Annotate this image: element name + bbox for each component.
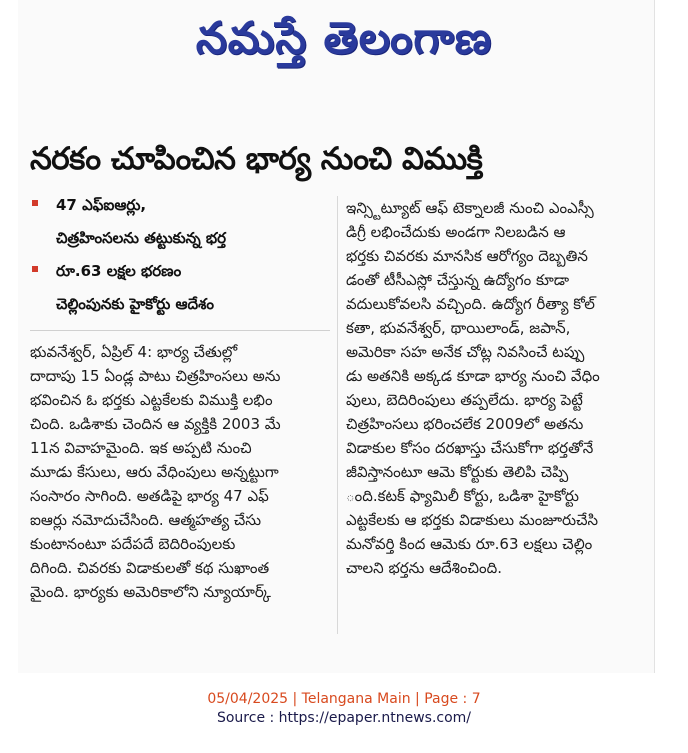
text-line: డు అతనికి అక్కడ కూడా భార్య నుంచి వేధిం [346, 367, 600, 385]
text-line: డిగ్రీ లభించేదుకు అండగా నిలబడిన ఆ [346, 223, 566, 241]
text-line: చాలని భర్తను ఆదేశించింది. [346, 559, 502, 577]
epaper-footer [0, 690, 688, 728]
text-line: దిగింది. చివరకు విడాకులతో కథ సుఖాంత [30, 559, 270, 577]
text-line: కతా, భువనేశ్వర్, థాయిలాండ్, జపాన్, [346, 319, 571, 337]
bullet-square-icon [32, 266, 38, 272]
bullet-square-icon [32, 200, 38, 206]
text-line: దాదాపు 15 ఏండ్ల పాటు చిత్రహింసలు అను [30, 367, 281, 385]
text-line: ఇన్స్టిట్యూట్ ఆఫ్ టెక్నాలజీ నుంచి ఎంఎస్సీ [346, 199, 594, 217]
newspaper-masthead: నమస్తే తెలంగాణ [195, 13, 493, 64]
text-line: కుంటానంటూ పదేపదే బెదిరింపులకు [30, 535, 236, 553]
bullet-line: చిత్రహింసలను తట్టుకున్న భర్త [56, 229, 227, 247]
edition-info: 05/04/2025 | Telangana Main | Page : 7 [207, 691, 481, 707]
text-line: చిత్రహింసలు భరించలేక 2009లో అతను [346, 415, 584, 433]
text-line: భవించిన ఓ భర్తకు ఎట్టకేలకు విముక్తి లభిం [30, 391, 273, 409]
source-link[interactable]: Source : https://epaper.ntnews.com/ [216, 710, 472, 726]
text-line: భర్తకు చివరకు మానసిక ఆరోగ్యం దెబ్బతిన [346, 247, 588, 265]
text-line: అమెరికా సహ అనేక చోట్ల నివసించే టప్పు [346, 343, 585, 361]
text-line: 11న వివాహమైంది. ఇక అప్పటి నుంచి [30, 439, 252, 457]
text-line: మనోవర్తి కింద ఆమెకు రూ.63 లక్షలు చెల్లిం [346, 535, 593, 553]
bullet-line: చెల్లింపునకు హైకోర్టు ఆదేశం [56, 295, 214, 313]
highlight-bullets [30, 189, 330, 321]
column-divider [337, 196, 338, 634]
text-line: ంది.కటక్ ఫ్యామిలీ కోర్టు, ఒడిశా హైకోర్టు [346, 487, 579, 505]
bullet-item [30, 189, 330, 255]
cropped-previous-line [30, 92, 630, 102]
text-line: పులు, బెదిరింపులు తప్పలేదు. భార్య పెట్టే [346, 391, 583, 409]
text-line: జీవిస్తానంటూ ఆమె కోర్టుకు తెలిపి చెప్పి [346, 463, 569, 481]
article-column-right [346, 196, 631, 580]
text-line: డంతో టీసీఎస్లో చేస్తున్న ఉద్యోగం కూడా [346, 271, 570, 289]
text-line: మైంది. భార్యకు అమెరికాలోని న్యూయార్క్ [30, 583, 271, 601]
text-line: చింది. ఒడిశాకు చెందిన ఆ వ్యక్తికి 2003 మే [30, 415, 281, 433]
text-line: మూడు కేసులు, ఆరు వేధింపులు అన్నట్టుగా [30, 463, 279, 481]
divider [30, 330, 330, 331]
bullet-line: 47 ఎఫ్ఐఆర్లు, [56, 196, 147, 214]
article-headline: నరకం చూపించిన భార్య నుంచి విముక్తి [30, 141, 483, 177]
text-line: వదులుకోవలసి వచ్చింది. ఉద్యోగ రీత్యా కోల్ [346, 295, 595, 313]
bullet-item [30, 255, 330, 321]
text-line: ఐఆర్లు నమోదుచేసింది. ఆత్మహత్య చేసు [30, 511, 262, 529]
text-line: భువనేశ్వర్, ఏప్రిల్ 4: భార్య చేతుల్లో [30, 343, 238, 361]
bullet-line: రూ.63 లక్షల భరణం [56, 262, 182, 280]
text-line: ఎట్టకేలకు ఆ భర్తకు విడాకులు మంజూరుచేసి [346, 511, 599, 529]
text-line: విడాకుల కోసం దరఖాస్తు చేసుకోగా భర్తతోనే [346, 439, 594, 457]
article-column-left [30, 340, 330, 604]
text-line: సంసారం సాగింది. అతడిపై భార్య 47 ఎఫ్ [30, 487, 269, 505]
